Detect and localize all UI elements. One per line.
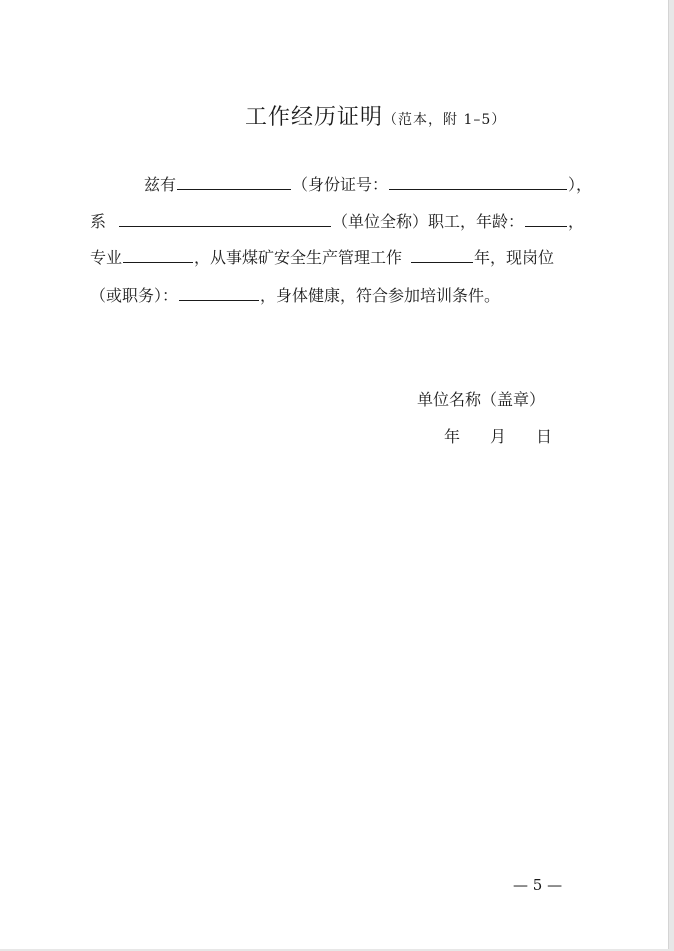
body-line-2 [90, 209, 584, 232]
month-label: 月 [490, 427, 507, 446]
line3-suffix: 年，现岗位 [474, 248, 555, 267]
line3-mid: ，从事煤矿安全生产管理工作 [194, 248, 403, 267]
day-label: 日 [536, 427, 553, 446]
page-title: 工作经历证明 [245, 105, 384, 130]
line1-suffix: ）， [568, 175, 593, 194]
year-label: 年 [444, 427, 461, 446]
line4-suffix: ，身体健康，符合参加培训条件。 [260, 286, 501, 305]
date-line [444, 424, 552, 447]
line1-prefix: 兹有 [144, 175, 177, 194]
line4-prefix: （或职务）： [90, 286, 179, 305]
page-number: — 5 — [513, 876, 563, 894]
major-blank [123, 246, 193, 263]
body-line-3 [90, 245, 554, 268]
employer-blank [119, 210, 331, 227]
body-line-4 [90, 283, 500, 306]
name-blank [177, 173, 291, 190]
line3-prefix: 专业 [90, 248, 123, 267]
line1-mid: （身份证号： [292, 175, 389, 194]
position-blank [179, 284, 259, 301]
title-line [245, 100, 506, 131]
title-note: （范本，附 1–5） [383, 112, 507, 128]
org-seal-line: 单位名称（盖章） [417, 390, 546, 409]
id-number-blank [389, 173, 567, 190]
line2-mid: （单位全称）职工，年龄： [332, 212, 525, 231]
years-blank [411, 246, 473, 263]
line2-suffix: ， [568, 212, 585, 231]
body-line-1 [144, 172, 592, 195]
age-blank [525, 210, 567, 227]
line2-prefix: 系 [90, 212, 107, 231]
